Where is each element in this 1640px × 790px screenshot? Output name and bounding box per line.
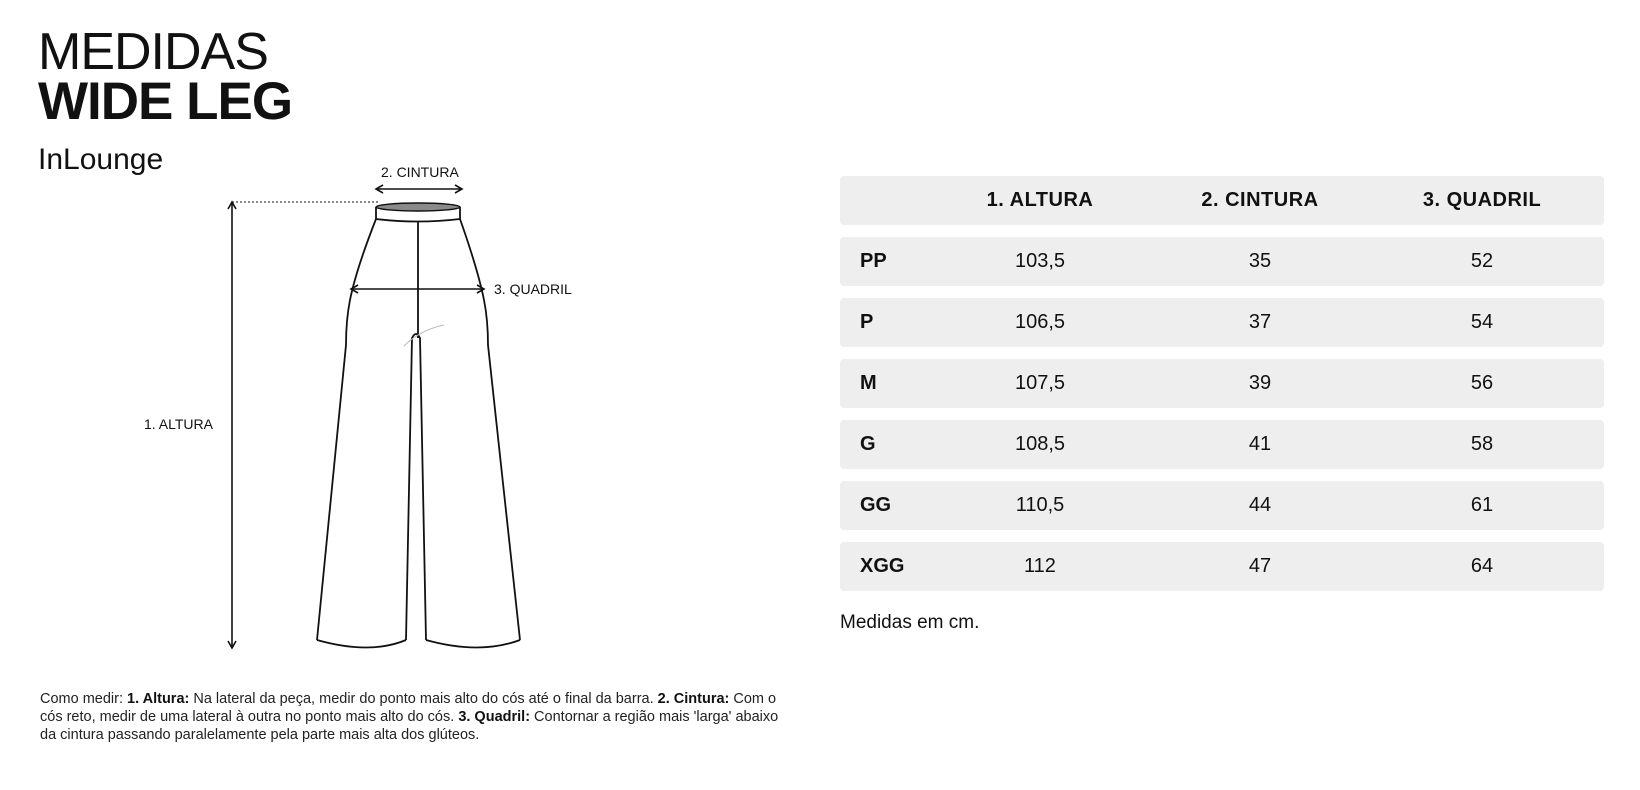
cell-cintura: 39: [1248, 372, 1272, 394]
cell-altura: 110,5: [1015, 494, 1065, 516]
page-title-line1: MEDIDAS: [38, 23, 268, 81]
note-term-cintura: 2. Cintura:: [657, 691, 730, 707]
cell-quadril: 64: [1470, 555, 1494, 577]
cell-altura: 106,5: [1014, 311, 1066, 333]
size-table: [840, 176, 1604, 603]
label-quadril: 3. QUADRIL: [494, 281, 572, 297]
cell-cintura: 41: [1248, 433, 1272, 455]
pants-diagram: [0, 0, 800, 680]
cell-quadril: 61: [1470, 494, 1494, 516]
table-row: [840, 542, 1604, 591]
cell-cintura: 47: [1248, 555, 1272, 577]
table-header-row: [840, 176, 1604, 225]
cell-quadril: 58: [1470, 433, 1494, 455]
cell-size: XGG: [860, 555, 905, 577]
crotch-detail-line: [404, 325, 444, 346]
cell-quadril: 54: [1470, 311, 1494, 333]
header-cintura: 2. CINTURA: [1201, 189, 1319, 211]
note-term-quadril: 3. Quadril:: [458, 709, 531, 725]
note-intro: Como medir:: [40, 691, 128, 707]
cell-quadril: 56: [1470, 372, 1494, 394]
cell-cintura: 35: [1248, 250, 1272, 272]
note-desc-cintura: Com o cós reto, medir de uma lateral à outra no ponto mais alto do cós.: [40, 691, 777, 725]
cell-altura: 112: [1024, 555, 1056, 577]
cell-altura: 107,5: [1014, 372, 1066, 394]
cell-size: PP: [860, 250, 887, 272]
header-quadril: 3. QUADRIL: [1422, 189, 1542, 211]
cell-size: GG: [860, 494, 892, 516]
table-row: [840, 237, 1604, 286]
cell-altura: 108,5: [1014, 433, 1066, 455]
cell-cintura: 37: [1248, 311, 1272, 333]
table-row: [840, 481, 1604, 530]
table-row: [840, 359, 1604, 408]
note-term-altura: 1. Altura:: [127, 691, 190, 707]
cell-cintura: 44: [1248, 494, 1272, 516]
header-altura: 1. ALTURA: [986, 189, 1094, 211]
cell-size: G: [860, 433, 876, 455]
how-to-measure-note: [40, 690, 780, 744]
note-desc-altura: Na lateral da peça, medir do ponto mais alto do cós até o final da barra.: [189, 691, 658, 707]
label-cintura: 2. CINTURA: [381, 164, 459, 180]
note-desc-quadril: Contornar a região mais 'larga' abaixo da cintura passando paralelamente pela parte mais alta dos glúteos.: [40, 709, 779, 743]
page-title-line2: WIDE LEG: [38, 72, 293, 131]
cell-size: P: [860, 311, 874, 333]
cell-size: M: [860, 372, 877, 394]
label-altura: 1. ALTURA: [144, 416, 213, 432]
cell-altura: 103,5: [1014, 250, 1066, 272]
table-row: [840, 420, 1604, 469]
pants-outline: [317, 203, 520, 648]
cell-quadril: 52: [1470, 250, 1494, 272]
brand-name: InLounge: [38, 143, 164, 176]
units-note: Medidas em cm.: [840, 612, 980, 633]
table-row: [840, 298, 1604, 347]
